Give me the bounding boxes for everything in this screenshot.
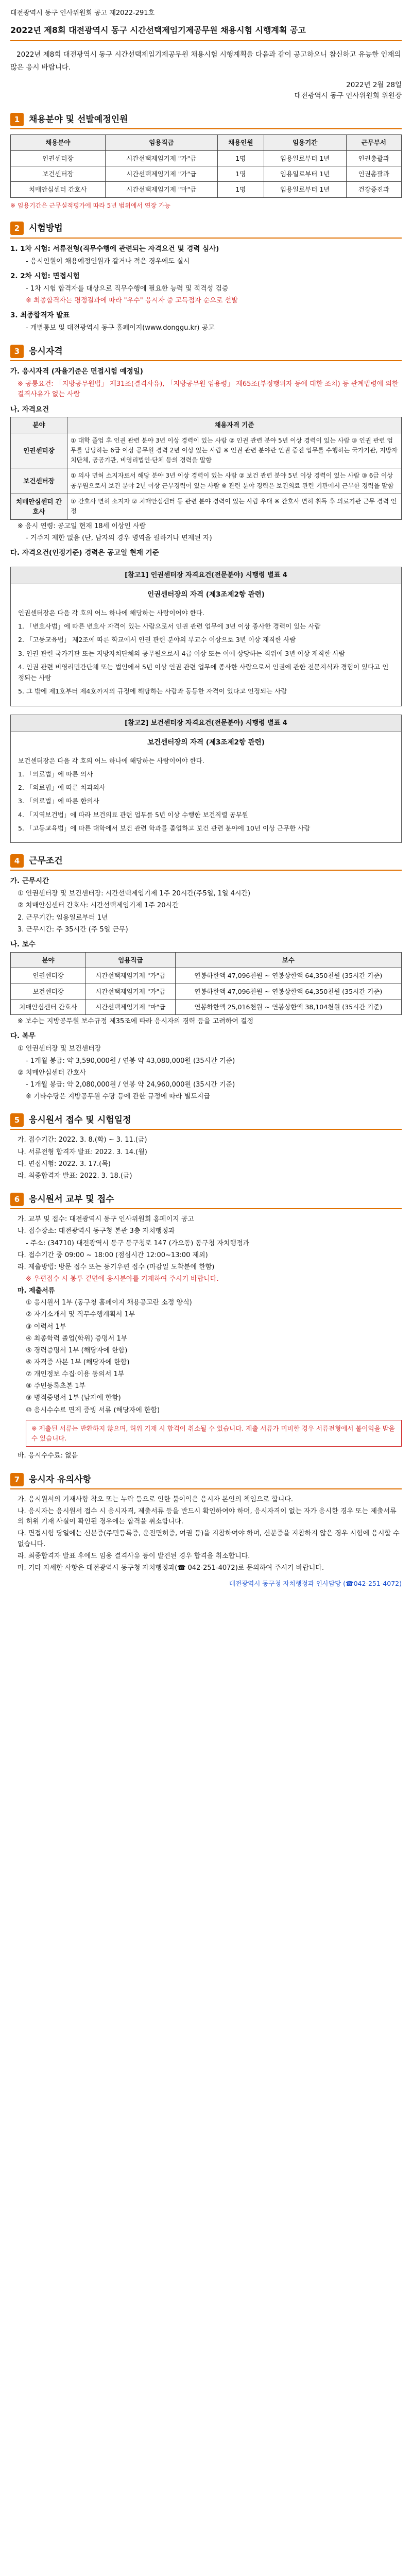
contact-info: 대전광역시 동구청 자치행정과 인사담당 (☎042-251-4072): [229, 1579, 402, 1587]
table-header-row: [11, 952, 402, 968]
table-cell: 인권센터장: [11, 150, 106, 166]
reference-paragraph: 1. 「의료법」에 따른 의사: [18, 770, 93, 778]
table-cell: 치매안심센터 간호사: [11, 494, 67, 519]
reference-paragraph: 1. 「변호사법」에 따른 변호사 자격이 있는 사람으로서 인권 관련 업무에 3년 이상 종사한 경력이 있는 사람: [18, 622, 321, 631]
schedule-line: 나. 서류전형 합격자 발표: 2022. 3. 14.(월): [18, 1148, 147, 1156]
table-cell: 인권총괄과: [346, 150, 401, 166]
reference-paragraph: 2. 「고등교육법」 제2조에 따른 학교에서 인권 관련 분야의 부교수 이상으로 3년 이상 재직한 사람: [18, 636, 296, 644]
notes-line: 가. 응시원서의 기재사항 착오 또는 누락 등으로 인한 불이익은 응시자 본인의 책임으로 합니다.: [18, 1495, 294, 1503]
apply-line: 다. 접수기간 중 09:00 ~ 18:00 (점심시간 12:00~13:00 제외): [18, 1251, 208, 1259]
table-cell: 임용일로부터 1년: [264, 150, 346, 166]
work-line: - 1개월 봉급: 약 2,080,000원 / 연봉 약 24,960,000원 (35시간 기준): [26, 1080, 235, 1089]
notice-org: 대전광역시 동구 인사위원회 위원장: [294, 91, 402, 100]
work-line: - 1개월 봉급: 약 3,590,000원 / 연봉 약 43,080,000원 (35시간 기준): [26, 1057, 235, 1065]
apply-doc: ④ 최종학력 졸업(학위) 증명서 1부: [26, 1334, 128, 1343]
table-header: 분야: [11, 952, 86, 968]
table-cell: 연봉하한액 25,016천원 ~ 연봉상한액 38,104천원 (35시간 기준): [175, 999, 401, 1014]
work-item-2: 나. 보수: [10, 940, 36, 948]
reference-paragraph: 인권센터장은 다음 각 호의 어느 하나에 해당하는 사람이어야 한다.: [18, 608, 204, 617]
exam-item-1-detail: - 응시인원이 채용예정인원과 같거나 적은 경우에도 실시: [26, 257, 190, 265]
apply-line: 바. 응시수수료: 없음: [18, 1452, 78, 1460]
apply-note: ※ 우편접수 시 봉투 겉면에 응시분야를 기재하여 주시기 바랍니다.: [26, 1275, 219, 1283]
pay-note: ※ 보수는 지방공무원 보수규정 제35조에 따라 응시자의 경력 등을 고려하여 결정: [18, 1018, 254, 1026]
notes-line: 마. 기타 자세한 사항은 대전광역시 동구청 자치행정과(☎ 042-251-4072)로 문의하여 주시기 바랍니다.: [18, 1564, 324, 1572]
notes-line: 다. 면접시험 당일에는 신분증(주민등록증, 운전면허증, 여권 등)을 지참하여야 하며, 신분증을 지참하지 않은 경우 시험에 응시할 수 없습니다.: [18, 1530, 400, 1548]
work-line: ※ 기타수당은 지방공무원 수당 등에 관한 규정에 따라 별도지급: [26, 1092, 210, 1100]
section-title: 응시자격: [29, 346, 63, 357]
table-cell: 1명: [217, 150, 264, 166]
apply-doc: ⑥ 자격증 사본 1부 (해당자에 한함): [26, 1359, 130, 1367]
qualification-extra-1: ※ 응시 연령: 공고일 현재 18세 이상인 사람: [18, 522, 146, 530]
apply-doc: ② 자기소개서 및 직무수행계획서 1부: [26, 1311, 135, 1319]
table-cell: 보건센터장: [11, 166, 106, 181]
recruit-note: ※ 임용기간은 근무실적평가에 따라 5년 범위에서 연장 가능: [10, 201, 171, 209]
table-cell: 연봉하한액 47,096천원 ~ 연봉상한액 64,350천원 (35시간 기준): [175, 968, 401, 984]
reference-paragraph: 보건센터장은 다음 각 호의 어느 하나에 해당하는 사람이어야 한다.: [18, 756, 204, 765]
work-line: 3. 근무시간: 주 35시간 (주 5일 근무): [18, 925, 128, 934]
table-row: [11, 166, 402, 181]
section-number: 3: [10, 345, 24, 358]
table-cell: 보건센터장: [11, 984, 86, 999]
reference-box-body: [11, 752, 401, 843]
exam-item-2-note: ※ 최종합격자는 평정결과에 따라 "우수" 응시자 중 고득점자 순으로 선발: [26, 296, 238, 304]
apply-doc: ⑩ 응시수수료 면제 증빙 서류 (해당자에 한함): [26, 1406, 160, 1414]
work-item-1: 가. 근무시간: [10, 877, 49, 886]
qualification-extra-3: 다. 자격요건(인정기준) 경력은 공고일 현재 기준: [10, 548, 159, 557]
section-4-header: [10, 854, 402, 871]
table-row: [11, 150, 402, 166]
reference-box-header: [참고2] 보건센터장 자격요건(전문분야) 시행령 별표 4: [11, 715, 401, 732]
table-cell: 임용일로부터 1년: [264, 166, 346, 181]
table-cell: 인권총괄과: [346, 166, 401, 181]
section-1-header: [10, 113, 402, 129]
table-cell: 1명: [217, 166, 264, 181]
table-cell: 1명: [217, 182, 264, 197]
section-number: 5: [10, 1113, 24, 1127]
reference-box-2: [10, 715, 402, 843]
section-2-header: [10, 222, 402, 238]
work-line: 2. 근무기간: 임용일로부터 1년: [18, 913, 108, 922]
section-title: 근무조건: [29, 856, 63, 867]
table-header-row: [11, 135, 402, 150]
qualification-extra-2: - 거주지 제한 없음 (단, 남자의 경우 병역을 필하거나 면제된 자): [26, 534, 212, 542]
table-row: [11, 433, 402, 468]
work-line: ② 치매안심센터 간호사: [18, 1069, 86, 1077]
recruit-table: [10, 134, 402, 198]
section-title: 응시원서 접수 및 시험일정: [29, 1115, 131, 1126]
apply-doc: ① 응시원서 1부 (동구청 홈페이지 채용공고란 소정 양식): [26, 1299, 192, 1307]
apply-warning: ※ 제출된 서류는 반환하지 않으며, 허위 기재 시 합격이 취소될 수 있습니다. 제출 서류가 미비한 경우 서류전형에서 불이익을 받을 수 있습니다.: [26, 1420, 402, 1447]
table-header: 분야: [11, 417, 67, 433]
table-cell: ① 간호사 면허 소지자 ② 치매안심센터 등 관련 분야 경력이 있는 사람 우대 ※ 간호사 면허 취득 후 의료기관 근무 경력 인정: [67, 494, 402, 519]
reference-paragraph: 2. 「의료법」에 따른 치과의사: [18, 784, 106, 792]
table-cell: 시간선택제임기제 "가"급: [105, 150, 217, 166]
table-cell: 임용일로부터 1년: [264, 182, 346, 197]
table-header: 보수: [175, 952, 401, 968]
apply-doc: ⑤ 경력증명서 1부 (해당자에 한함): [26, 1346, 128, 1354]
apply-doc: ⑦ 개인정보 수집·이용 동의서 1부: [26, 1370, 125, 1379]
table-header: 임용직급: [86, 952, 176, 968]
reference-box-body: [11, 604, 401, 706]
table-cell: 시간선택제임기제 "가"급: [86, 968, 176, 984]
table-row: [11, 999, 402, 1014]
work-line: ① 인권센터장 및 보건센터장: 시간선택제임기제 1주 20시간(주5일, 1일 4시간): [18, 890, 251, 898]
table-cell: 시간선택제임기제 "마"급: [105, 182, 217, 197]
reference-box-title: 인권센터장의 자격 (제3조제2항 관련): [147, 590, 265, 599]
apply-docs-heading: 마. 제출서류: [18, 1287, 55, 1295]
reference-paragraph: 4. 「지역보건법」에 따라 보건의료 관련 업무를 5년 이상 수행한 보건직렬 공무원: [18, 810, 248, 819]
section-number: 7: [10, 1473, 24, 1486]
exam-item-3: 3. 최종합격자 발표: [10, 311, 70, 319]
table-cell: ① 의사 면허 소지자로서 해당 분야 3년 이상 경력이 있는 사람 ② 보건 관련 분야 5년 이상 경력이 있는 사람 ③ 6급 이상 공무원으로서 보건 분야 2년 이상 근무경력이 있는 사람 ※ 관련 분야 경력은 보건의료 관련 기관에서 근무한 경력을 말함: [67, 468, 402, 494]
table-row: [11, 494, 402, 519]
table-cell: 인권센터장: [11, 433, 67, 468]
section-title: 채용분야 및 선발예정인원: [29, 114, 128, 125]
schedule-line: 가. 접수기간: 2022. 3. 8.(화) ~ 3. 11.(금): [18, 1136, 147, 1144]
apply-line: 나. 접수장소: 대전광역시 동구청 본관 3층 자치행정과: [18, 1227, 175, 1235]
reference-box-1: [10, 567, 402, 706]
section-5-header: [10, 1113, 402, 1130]
apply-doc: ⑧ 주민등록초본 1부: [26, 1382, 86, 1391]
table-header: 채용자격 기준: [67, 417, 402, 433]
intro-text: 2022년 제8회 대전광역시 동구 시간선택제임기제공무원 채용시험 시행계획을 다음과 같이 공고하오니 참신하고 유능한 인재의 많은 응시 바랍니다.: [10, 50, 401, 72]
qualification-table: [10, 417, 402, 519]
schedule-line: 다. 면접시험: 2022. 3. 17.(목): [18, 1160, 111, 1168]
table-cell: 보건센터장: [11, 468, 67, 494]
exam-item-1: 1. 1차 시험: 서류전형(직무수행에 관련되는 자격요건 및 경력 심사): [10, 244, 219, 253]
qualification-common: ※ 공통요건: 「지방공무원법」 제31조(결격사유), 「지방공무원 임용령」 제65조(부정행위자 등에 대한 조치) 등 관계법령에 의한 결격사유가 없는 사람: [18, 380, 399, 399]
pay-table: [10, 952, 402, 1015]
section-6-header: [10, 1193, 402, 1209]
reference-paragraph: 3. 「의료법」에 따른 한의사: [18, 797, 99, 805]
section-number: 6: [10, 1193, 24, 1206]
section-title: 응시자 유의사항: [29, 1474, 91, 1485]
qualification-sub-heading: 나. 자격요건: [10, 405, 49, 414]
table-row: [11, 182, 402, 197]
work-line: ① 인권센터장 및 보건센터장: [18, 1045, 101, 1053]
apply-line: 라. 제출방법: 방문 접수 또는 등기우편 접수 (마감일 도착분에 한함): [18, 1263, 215, 1271]
table-cell: 치매안심센터 간호사: [11, 182, 106, 197]
table-cell: 인권센터장: [11, 968, 86, 984]
table-header-row: [11, 417, 402, 433]
schedule-line: 라. 최종합격자 발표: 2022. 3. 18.(금): [18, 1172, 132, 1180]
table-cell: 시간선택제임기제 "마"급: [86, 999, 176, 1014]
section-title: 응시원서 교부 및 접수: [29, 1194, 114, 1205]
reference-paragraph: 5. 「고등교육법」에 따른 대학에서 보건 관련 학과를 졸업하고 보건 관련 분야에 10년 이상 근무한 사람: [18, 824, 311, 832]
reference-box-header: [참고1] 인권센터장 자격요건(전문분야) 시행령 별표 4: [11, 567, 401, 584]
section-7-header: [10, 1473, 402, 1489]
page-title: 2022년 제8회 대전광역시 동구 시간선택제임기제공무원 채용시험 시행계획 공고: [10, 24, 402, 41]
table-header: 임용기간: [264, 135, 346, 150]
table-cell: ① 대학 졸업 후 인권 관련 분야 3년 이상 경력이 있는 사람 ② 인권 관련 분야 5년 이상 경력이 있는 사람 ③ 인권 관련 업무를 담당하는 6급 이상 공무원 경력 2년 이상 있는 사람 ※ 인권 관련 분야란 인권 증진 업무를 수행하는 국가기관, 지방자치단체, 공공기관, 비영리법인·단체 등의 경력을 말함: [67, 433, 402, 468]
table-header: 채용인원: [217, 135, 264, 150]
table-header: 임용직급: [105, 135, 217, 150]
section-number: 2: [10, 222, 24, 235]
table-header: 채용분야: [11, 135, 106, 150]
table-cell: 시간선택제임기제 "가"급: [105, 166, 217, 181]
notice-date: 2022년 2월 28일: [346, 81, 402, 90]
table-row: [11, 984, 402, 999]
work-line: ② 치매안심센터 간호사: 시간선택제임기제 1주 20시간: [18, 902, 179, 910]
table-header: 근무부서: [346, 135, 401, 150]
notes-line: 나. 응시자는 응시원서 접수 시 응시자격, 제출서류 등을 반드시 확인하여야 하며, 응시자격이 없는 자가 응시한 경우 또는 제출서류의 허위 기재 사실이 확인된 경우에는 합격을 취소합니다.: [18, 1507, 397, 1526]
table-cell: 건강증진과: [346, 182, 401, 197]
reference-paragraph: 3. 인권 관련 국가기관 또는 지방자치단체의 공무원으로서 4급 이상 또는 이에 상당하는 직위에 3년 이상 재직한 사람: [18, 649, 345, 657]
apply-doc: ⑨ 병적증명서 1부 (남자에 한함): [26, 1394, 121, 1402]
reference-box-title: 보건센터장의 자격 (제3조제2항 관련): [147, 738, 265, 747]
table-cell: 시간선택제임기제 "가"급: [86, 984, 176, 999]
table-row: [11, 968, 402, 984]
reference-paragraph: 5. 그 밖에 제1호부터 제4호까지의 규정에 해당하는 사람과 동등한 자격이 있다고 인정되는 사람: [18, 687, 287, 696]
apply-line: 가. 교부 및 접수: 대전광역시 동구 인사위원회 홈페이지 공고: [18, 1215, 194, 1224]
table-row: [11, 468, 402, 494]
section-number: 1: [10, 113, 24, 126]
exam-item-2-detail: - 1차 시험 합격자를 대상으로 직무수행에 필요한 능력 및 적격성 검증: [26, 284, 229, 293]
apply-doc: ③ 이력서 1부: [26, 1323, 66, 1331]
table-cell: 연봉하한액 47,096천원 ~ 연봉상한액 64,350천원 (35시간 기준): [175, 984, 401, 999]
exam-item-2: 2. 2차 시험: 면접시험: [10, 272, 80, 280]
table-cell: 치매안심센터 간호사: [11, 999, 86, 1014]
section-title: 시험방법: [29, 223, 63, 234]
notes-line: 라. 최종합격자 발표 후에도 임용 결격사유 등이 발견된 경우 합격을 취소합니다.: [18, 1552, 250, 1560]
apply-line: - 주소: (34710) 대전광역시 동구 동구청로 147 (가오동) 동구청 자치행정과: [26, 1239, 250, 1247]
notice-number: 대전광역시 동구 인사위원회 공고 제2022-291호: [10, 9, 155, 17]
work-item-3: 다. 복무: [10, 1032, 36, 1041]
section-3-header: [10, 345, 402, 361]
exam-item-3-detail: - 개별통보 및 대전광역시 동구 홈페이지(www.donggu.kr) 공고: [26, 324, 215, 332]
reference-paragraph: 4. 인권 관련 비영리민간단체 또는 법인에서 5년 이상 인권 관련 업무에 종사한 사람으로서 인권에 관한 전문지식과 경험이 있다고 인정되는 사람: [18, 663, 389, 682]
section-number: 4: [10, 854, 24, 868]
qualification-intro: 가. 응시자격 (자율기준은 면접시험 예정일): [10, 367, 143, 376]
